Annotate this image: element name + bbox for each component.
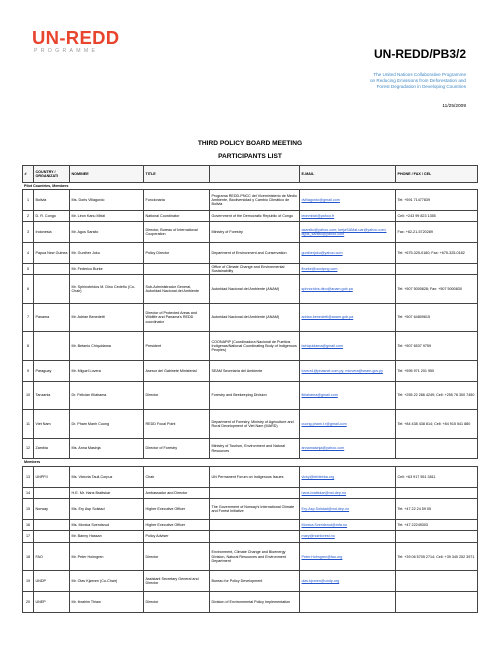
row-phone	[396, 592, 478, 613]
col-header-email: E-MAIL	[300, 166, 396, 183]
table-row	[23, 190, 478, 211]
table-row	[23, 242, 478, 263]
row-phone: Tel: +507 5000828; Fax: +507 5000830	[396, 275, 478, 304]
table-row	[23, 263, 478, 275]
table-row	[23, 466, 478, 487]
row-phone: Tel: +675-325-0180; Fax: +675-325-0182	[396, 242, 478, 263]
row-title: Director, Bureau of International Cooperation	[144, 222, 210, 243]
row-nominee: Mr. Sphinobridos M. Dino Cedeño (Co-Chair)	[70, 275, 144, 304]
row-title: Policy Director	[144, 242, 210, 263]
table-row	[23, 438, 478, 459]
row-title: Higher Executive Officer	[144, 519, 210, 531]
row-title: Director of Forestry	[144, 438, 210, 459]
row-phone: Tel: +255 22 286 4249; Cell: +255 78 300 7450	[396, 381, 478, 410]
row-phone	[396, 571, 478, 592]
row-email[interactable]: bchiquidama@gmail.com	[300, 332, 396, 361]
row-title: Director	[144, 542, 210, 571]
row-email[interactable]: fkilahama@gmail.com	[300, 381, 396, 410]
row-country: Paraguay	[34, 360, 70, 381]
row-country: Indonesia	[34, 222, 70, 243]
row-nominee: Mr. Peter Holmgren	[70, 542, 144, 571]
table-row	[23, 531, 478, 543]
row-country	[34, 531, 70, 543]
row-number: 15	[23, 499, 34, 520]
section-label: Members	[23, 459, 478, 467]
row-organization: Department of Environment and Conservation	[210, 242, 300, 263]
row-nominee: Ms. Doris Villagordo	[70, 190, 144, 211]
row-nominee: Dr. Felician Kilahama	[70, 381, 144, 410]
row-nominee: Mr. Gunther Joku	[70, 242, 144, 263]
participants-table-body	[23, 182, 478, 612]
row-phone	[396, 531, 478, 543]
row-nominee: Mr. Betanio Chiquidama	[70, 332, 144, 361]
row-number: 16	[23, 519, 34, 531]
meeting-title: THIRD POLICY BOARD MEETING	[197, 140, 303, 147]
row-country: Norway	[34, 499, 70, 520]
row-number: 1	[23, 190, 34, 211]
col-header-number: #	[23, 166, 34, 183]
row-phone: Tel: +507 6537 9759	[396, 332, 478, 361]
row-number: 13	[23, 466, 34, 487]
col-header-country: COUNTRY / ORGANIZATI	[34, 166, 70, 183]
row-nominee: Mr. Ibrahim Thiaw	[70, 592, 144, 613]
row-number: 11	[23, 410, 34, 439]
row-country: Tanzania	[34, 381, 70, 410]
row-nominee: Ms. Ery Asp Solstad	[70, 499, 144, 520]
row-title: Asesor del Gabinete Ministerial	[144, 360, 210, 381]
row-number: 2	[23, 210, 34, 222]
row-nominee: Mr. Adrian Benedetti	[70, 303, 144, 332]
table-row	[23, 275, 478, 304]
row-country: Viet Nam	[34, 410, 70, 439]
row-email[interactable]: lovera1@pnasnet.com.py; mlovera@seam.gov.py	[300, 360, 396, 381]
table-row	[23, 360, 478, 381]
row-country: Bolivia	[34, 190, 70, 211]
col-header-phone: PHONE / FAX / CEL	[396, 166, 478, 183]
row-title: Policy Adviser	[144, 531, 210, 543]
row-number: 20	[23, 592, 34, 613]
row-title: Ambassador and Director	[144, 487, 210, 499]
programme-line: on Reducing Emissions from Deforestation and	[369, 78, 466, 84]
row-number: 9	[23, 360, 34, 381]
table-row	[23, 542, 478, 571]
table-row	[23, 410, 478, 439]
row-organization: Department of Forestry, Ministry of Agriculture and Rural Development of Viet Nam (MARD)	[210, 410, 300, 439]
row-country: FAO	[34, 542, 70, 571]
row-phone	[396, 263, 478, 275]
row-number: 19	[23, 571, 34, 592]
row-country: Papua New Guinea	[34, 242, 70, 263]
row-email[interactable]: guntherjoku@yahoo.com	[300, 242, 396, 263]
row-organization	[210, 487, 300, 499]
row-phone	[396, 487, 478, 499]
row-email[interactable]: cuong.pham.t.r@gmail.com	[300, 410, 396, 439]
row-email[interactable]: dvillagordo@gmail.com	[300, 190, 396, 211]
row-nominee: Mr. Agus Sarsito	[70, 222, 144, 243]
programme-line: The United Nations Collaborative Programme	[373, 72, 466, 77]
row-country	[34, 487, 70, 499]
row-phone: Cell: +243 99 823 1355	[396, 210, 478, 222]
row-email[interactable]: sphnoridos.dino@anam.gob.pa	[300, 275, 396, 304]
row-email[interactable]: vicky@tebtebba.org	[300, 466, 396, 487]
row-title: Funcionaria	[144, 190, 210, 211]
section-row	[23, 182, 478, 190]
row-number: 18	[23, 542, 34, 571]
row-email[interactable]: olav.kjorven@undp.org	[300, 571, 396, 592]
row-phone: Fax: +62-21-5720289	[396, 222, 478, 243]
row-nominee: Dr. Pham Manh Cuong	[70, 410, 144, 439]
row-title: Director	[144, 592, 210, 613]
row-title: President	[144, 332, 210, 361]
row-organization: Autoridad Nacional del Ambiente (ANAM)	[210, 275, 300, 304]
row-nominee: Mr. Léon Kanu Mbizi	[70, 210, 144, 222]
row-phone: Tel: +595 971 201 950	[396, 360, 478, 381]
row-nominee: Mr. Federico Burke	[70, 263, 144, 275]
row-email[interactable]	[300, 592, 396, 613]
row-phone: Tel: +591 71477839	[396, 190, 478, 211]
table-row	[23, 571, 478, 592]
row-email[interactable]: fburke@occdpng.com	[300, 263, 396, 275]
participants-table	[22, 165, 478, 613]
list-subtitle: PARTICIPANTS LIST	[218, 153, 282, 160]
row-organization: The Government of Norway's International Climate and Forest Initiative	[210, 499, 300, 520]
row-number: 14	[23, 487, 34, 499]
row-number: 17	[23, 531, 34, 543]
row-email[interactable]: Monica.Svendsrud@mfa.no	[300, 519, 396, 531]
row-number: 10	[23, 381, 34, 410]
row-organization: Ministry of Forestry	[210, 222, 300, 243]
logo-subtitle: PROGRAMME	[34, 48, 99, 54]
col-header-nominee: NOMINEE	[70, 166, 144, 183]
row-organization: UN Permanent Forum on Indigenous Issues	[210, 466, 300, 487]
document-titles	[0, 140, 500, 160]
programme-line: Forest Degradation in Developing Countries	[376, 84, 466, 90]
row-organization: Environment, Climate Change and Bioenergy Division, Natural Resources and Environment Department	[210, 542, 300, 571]
col-header-organization	[210, 166, 300, 183]
row-organization: Autoridad Nacional del Ambiente (ANAM)	[210, 303, 300, 332]
table-row	[23, 499, 478, 520]
row-nominee: Mr. Miguel Lovera	[70, 360, 144, 381]
logo-text: UN-REDD	[32, 27, 120, 48]
row-organization: COONAPIP (Coordinadora Nacional de Pueblos Indígenas/National Coordinating Body of Indigenous Peoples)	[210, 332, 300, 361]
row-email[interactable]: annamasinja@yahoo.com	[300, 438, 396, 459]
section-row	[23, 459, 478, 467]
row-phone	[396, 438, 478, 459]
row-title: Higher Executive Officer	[144, 499, 210, 520]
document-date: 11/25/2009	[442, 104, 466, 109]
row-nominee: Ms. Victoria Tauli-Corpuz	[70, 466, 144, 487]
row-phone: Tel: +84 438 438 814; Cell: +84 915 541 880	[396, 410, 478, 439]
row-email[interactable]: adrian.benedetti@anam.gob.pa	[300, 303, 396, 332]
row-nominee: H.E. Mr. Hans Brattskar	[70, 487, 144, 499]
row-country: D. R. Congo	[34, 210, 70, 222]
row-nominee: Mr. Olav Kjørven (Co-Chair)	[70, 571, 144, 592]
row-title: Assistant Secretary General and Director	[144, 571, 210, 592]
row-country: UNPFII	[34, 466, 70, 487]
row-country	[34, 519, 70, 531]
row-email[interactable]: Ery-Asp.Solstad@md.dep.no	[300, 499, 396, 520]
row-email[interactable]: mary@noinforest.no	[300, 531, 396, 543]
row-number: 3	[23, 222, 34, 243]
row-organization: Division of Environmental Policy Implementation	[210, 592, 300, 613]
row-number: 6	[23, 275, 34, 304]
row-country	[34, 263, 70, 275]
row-nominee: Ms. Monica Svendsrud	[70, 519, 144, 531]
row-email[interactable]: asarsito@yahoo.com; kerjaSAMaLuar@yahoo.com; agus_sarsito@yahoo.com	[300, 222, 396, 243]
table-row	[23, 381, 478, 410]
row-number: 5	[23, 263, 34, 275]
table-header-row	[23, 166, 478, 183]
row-title: National Coordinator	[144, 210, 210, 222]
table-row	[23, 519, 478, 531]
row-country: UNDP	[34, 571, 70, 592]
section-label: Pilot Countries, Members	[23, 182, 478, 190]
row-country	[34, 332, 70, 361]
row-email[interactable]: leonmbizi@yahoo.fr	[300, 210, 396, 222]
row-country: Zambia	[34, 438, 70, 459]
row-organization: Bureau for Policy Development	[210, 571, 300, 592]
row-organization: SEAM Secretaría del Ambiente	[210, 360, 300, 381]
logo-mark	[32, 28, 119, 47]
row-organization: Office of Climate Change and Environmental Sustainability	[210, 263, 300, 275]
row-phone: Tel: +507 64809615	[396, 303, 478, 332]
row-title	[144, 263, 210, 275]
table-row	[23, 210, 478, 222]
row-country: UNEP	[34, 592, 70, 613]
row-organization	[210, 519, 300, 531]
un-redd-logo	[32, 28, 119, 54]
row-nominee: Ms. Anna Masinja	[70, 438, 144, 459]
row-title: REDD Focal Point	[144, 410, 210, 439]
row-number: 12	[23, 438, 34, 459]
row-organization: Programa REDD-PNCC del Viceministerio de Medio Ambiente, Biodiversidad y Cambio Climático de Bolivia	[210, 190, 300, 211]
row-number: 8	[23, 332, 34, 361]
row-number: 7	[23, 303, 34, 332]
document-code: UN-REDD/PB3/2	[373, 47, 466, 61]
row-phone: Tel: +47 22 24 59 05	[396, 499, 478, 520]
row-country: Panama	[34, 303, 70, 332]
row-phone: Tel: +47 22249303	[396, 519, 478, 531]
row-organization: Ministry of Tourism, Environment and Natural Resources	[210, 438, 300, 459]
table-row	[23, 332, 478, 361]
row-country	[34, 275, 70, 304]
row-organization	[210, 531, 300, 543]
table-row	[23, 487, 478, 499]
col-header-title: TITLE	[144, 166, 210, 183]
row-phone: Tel: +39 06 5705 2714; Cell: +39 340 252 3971	[396, 542, 478, 571]
row-organization: Forestry and Beekeeping Division	[210, 381, 300, 410]
table-row	[23, 592, 478, 613]
table-row	[23, 222, 478, 243]
row-title: Director of Protected Areas and Wildlife and Panama's REDD coordinator	[144, 303, 210, 332]
row-email[interactable]: Peter.Holmgren@fao.org	[300, 542, 396, 571]
row-title: Sub-Administrador General, Autoridad Nacional del Ambiente	[144, 275, 210, 304]
row-number: 4	[23, 242, 34, 263]
row-title: Director	[144, 381, 210, 410]
row-nominee: Mr. Banny Hassan	[70, 531, 144, 543]
table-row	[23, 303, 478, 332]
row-phone: Cell: +63 917 551 3811	[396, 466, 478, 487]
row-organization: Government of the Democratic Republic of Congo	[210, 210, 300, 222]
row-email[interactable]: hans.brattskar@md.dep.no	[300, 487, 396, 499]
programme-description	[286, 72, 466, 91]
row-title: Chair	[144, 466, 210, 487]
